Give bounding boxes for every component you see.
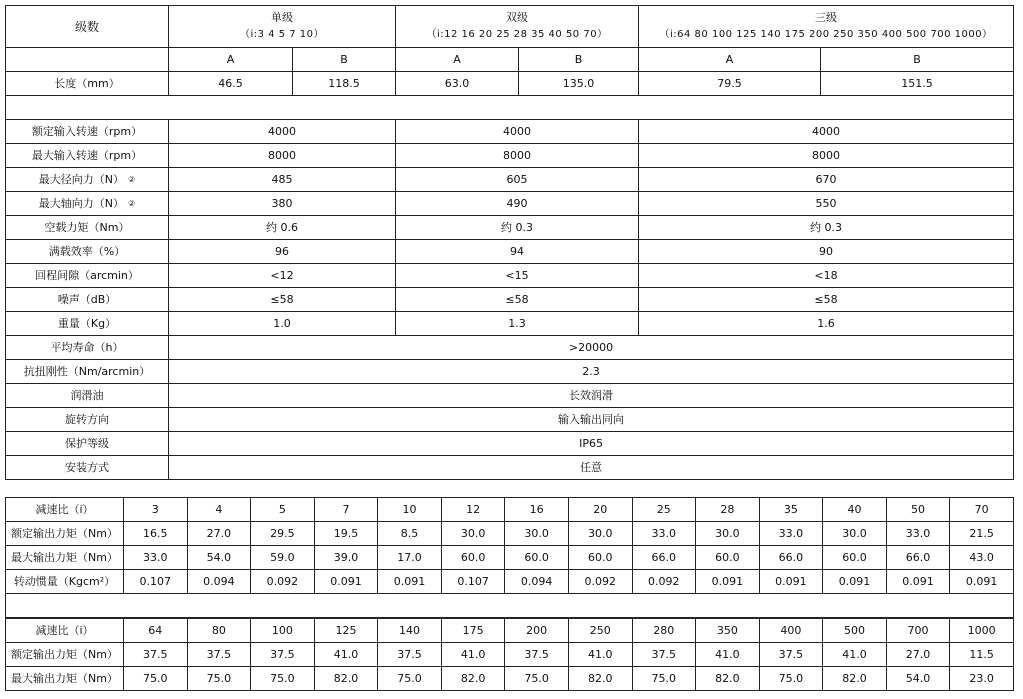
torque-value: 64: [124, 619, 188, 643]
spec-value: 550: [639, 192, 1014, 216]
spec-row: [6, 144, 1014, 168]
common-value: 任意: [169, 456, 1014, 480]
torque-value: 33.0: [886, 522, 950, 546]
torque-value: 19.5: [314, 522, 378, 546]
torque-value: 4: [187, 498, 251, 522]
spec-label-text: 回程间隙（arcmin）: [35, 268, 139, 282]
torque-value: 54.0: [187, 546, 251, 570]
spec-label: [6, 240, 169, 264]
torque-value: 350: [696, 619, 760, 643]
common-body: [6, 336, 1014, 480]
variant-blank: [6, 48, 169, 72]
torque-value: 43.0: [950, 546, 1014, 570]
spec-row: [6, 288, 1014, 312]
torque-row: [6, 570, 1014, 594]
common-value: 输入输出同向: [169, 408, 1014, 432]
common-value: >20000: [169, 336, 1014, 360]
spec-value: 1.3: [396, 312, 639, 336]
common-label: 安装方式: [6, 456, 169, 480]
common-label: 保护等级: [6, 432, 169, 456]
torque-value: 0.094: [187, 570, 251, 594]
torque-value: 37.5: [378, 643, 442, 667]
torque-value: 10: [378, 498, 442, 522]
spec-value: <12: [169, 264, 396, 288]
spec-label: [6, 192, 169, 216]
torque-value: 0.092: [568, 570, 632, 594]
torque-value: 82.0: [441, 667, 505, 691]
single-stage-header: [169, 6, 396, 48]
spec-value: 380: [169, 192, 396, 216]
torque-value: 12: [441, 498, 505, 522]
torque-value: 70: [950, 498, 1014, 522]
variant-b: B: [821, 48, 1014, 72]
torque-table-low-ratio: [5, 497, 1014, 618]
torque-value: 21.5: [950, 522, 1014, 546]
common-row: [6, 336, 1014, 360]
torque-value: 60.0: [505, 546, 569, 570]
torque-value: 400: [759, 619, 823, 643]
spec-row: [6, 216, 1014, 240]
torque-value: 66.0: [632, 546, 696, 570]
torque-value: 60.0: [823, 546, 887, 570]
torque-value: 75.0: [124, 667, 188, 691]
torque-row: [6, 643, 1014, 667]
torque-value: 33.0: [124, 546, 188, 570]
torque-value: 0.091: [314, 570, 378, 594]
torque-label: 减速比（i）: [6, 498, 124, 522]
torque-value: 28: [696, 498, 760, 522]
spec-value: 约 0.3: [396, 216, 639, 240]
torque-row: [6, 522, 1014, 546]
spec-label: [6, 264, 169, 288]
spec-label-text: 重量（Kg）: [57, 316, 117, 330]
torque-value: 0.091: [696, 570, 760, 594]
variant-a: A: [396, 48, 519, 72]
torque-value: 0.091: [950, 570, 1014, 594]
torque-value: 125: [314, 619, 378, 643]
spec-value: 4000: [169, 120, 396, 144]
torque-value: 60.0: [696, 546, 760, 570]
spec-row: [6, 120, 1014, 144]
torque-value: 280: [632, 619, 696, 643]
grade-label: 级数: [6, 6, 169, 48]
torque-value: 17.0: [378, 546, 442, 570]
spec-value: 485: [169, 168, 396, 192]
torque-value: 30.0: [505, 522, 569, 546]
torque-value: 60.0: [441, 546, 505, 570]
length-row: [6, 72, 1014, 96]
torque-value: 75.0: [187, 667, 251, 691]
common-row: [6, 456, 1014, 480]
spec-label: [6, 216, 169, 240]
torque-value: 41.0: [568, 643, 632, 667]
torque-value: 27.0: [187, 522, 251, 546]
variant-b: B: [293, 48, 396, 72]
common-row: [6, 360, 1014, 384]
header-row: [6, 6, 1014, 48]
spec-value: 8000: [396, 144, 639, 168]
spec-value: 605: [396, 168, 639, 192]
double-stage-header: [396, 6, 639, 48]
torque-value: 11.5: [950, 643, 1014, 667]
spec-value: 1.6: [639, 312, 1014, 336]
spec-label-text: 满载效率（%）: [48, 244, 126, 258]
triple-stage-ratios: （i:64 80 100 125 140 175 200 250 350 400 500 700 1000）: [659, 29, 993, 40]
torque-value: 20: [568, 498, 632, 522]
spacer-row: [6, 594, 1014, 618]
common-label: 平均寿命（h）: [6, 336, 169, 360]
torque-value: 29.5: [251, 522, 315, 546]
torque-row: [6, 546, 1014, 570]
spec-label-text: 最大径向力（N）: [38, 172, 125, 186]
torque-value: 0.092: [251, 570, 315, 594]
spec-table: [5, 5, 1014, 480]
length-value: 79.5: [639, 72, 821, 96]
torque-value: 59.0: [251, 546, 315, 570]
footnote-marker: ②: [128, 174, 136, 184]
torque-value: 37.5: [124, 643, 188, 667]
torque-value: 37.5: [759, 643, 823, 667]
spacer: [6, 96, 1014, 120]
torque-value: 30.0: [568, 522, 632, 546]
torque-row: [6, 667, 1014, 691]
spec-value: ≤58: [396, 288, 639, 312]
length-value: 118.5: [293, 72, 396, 96]
torque-value: 37.5: [251, 643, 315, 667]
specs-body: [6, 120, 1014, 336]
footnote-marker: ②: [128, 198, 136, 208]
torque-value: 75.0: [378, 667, 442, 691]
spec-label-text: 额定输入转速（rpm）: [31, 124, 143, 138]
torque-value: 250: [568, 619, 632, 643]
spec-label: [6, 120, 169, 144]
torque-label: 额定输出力矩（Nm）: [6, 522, 124, 546]
torque-value: 33.0: [632, 522, 696, 546]
torque-value: 5: [251, 498, 315, 522]
torque-value: 40: [823, 498, 887, 522]
common-label: 旋转方向: [6, 408, 169, 432]
spec-label-text: 最大输入转速（rpm）: [31, 148, 143, 162]
torque-value: 82.0: [696, 667, 760, 691]
torque-table-high-ratio: [5, 618, 1014, 691]
torque-value: 33.0: [759, 522, 823, 546]
spec-row: [6, 264, 1014, 288]
spec-label: [6, 168, 169, 192]
spec-value: 670: [639, 168, 1014, 192]
torque-value: 41.0: [696, 643, 760, 667]
torque-value: 0.107: [124, 570, 188, 594]
torque-value: 82.0: [314, 667, 378, 691]
common-row: [6, 408, 1014, 432]
double-stage-ratios: （i:12 16 20 25 28 35 40 50 70）: [426, 29, 608, 40]
single-stage-label: 单级: [271, 11, 293, 24]
torque-value: 60.0: [568, 546, 632, 570]
triple-stage-header: [639, 6, 1014, 48]
torque-value: 80: [187, 619, 251, 643]
torque-value: 50: [886, 498, 950, 522]
spec-value: 90: [639, 240, 1014, 264]
torque-value: 16: [505, 498, 569, 522]
single-stage-ratios: （i:3 4 5 7 10）: [239, 29, 325, 40]
torque-value: 0.107: [441, 570, 505, 594]
torque-value: 0.092: [632, 570, 696, 594]
spacer: [6, 594, 1014, 618]
torque-value: 0.091: [823, 570, 887, 594]
common-row: [6, 432, 1014, 456]
length-value: 63.0: [396, 72, 519, 96]
torque-value: 500: [823, 619, 887, 643]
torque-value: 66.0: [759, 546, 823, 570]
torque-value: 37.5: [632, 643, 696, 667]
spec-label-text: 噪声（dB）: [57, 292, 117, 306]
double-stage-label: 双级: [506, 11, 529, 24]
spec-value: 4000: [639, 120, 1014, 144]
torque-value: 30.0: [696, 522, 760, 546]
common-value: 长效润滑: [169, 384, 1014, 408]
torque-value: 700: [886, 619, 950, 643]
torque-label: 最大输出力矩（Nm）: [6, 667, 124, 691]
torque-value: 75.0: [505, 667, 569, 691]
torque-value: 75.0: [759, 667, 823, 691]
torque-value: 30.0: [441, 522, 505, 546]
torque-label: 转动惯量（Kgcm²）: [6, 570, 124, 594]
variant-a: A: [169, 48, 293, 72]
spacer-row: [6, 96, 1014, 120]
torque-value: 39.0: [314, 546, 378, 570]
spec-value: 约 0.3: [639, 216, 1014, 240]
torque-row: [6, 498, 1014, 522]
torque-value: 0.091: [886, 570, 950, 594]
variant-b: B: [519, 48, 639, 72]
torque-value: 7: [314, 498, 378, 522]
spec-value: 1.0: [169, 312, 396, 336]
common-label: 润滑油: [6, 384, 169, 408]
spec-label-text: 最大轴向力（N）: [38, 196, 125, 210]
torque-value: 37.5: [187, 643, 251, 667]
torque-value: 140: [378, 619, 442, 643]
torque-value: 0.094: [505, 570, 569, 594]
torque-value: 0.091: [759, 570, 823, 594]
variant-row: [6, 48, 1014, 72]
spec-value: ≤58: [169, 288, 396, 312]
torque-value: 75.0: [251, 667, 315, 691]
torque-value: 23.0: [950, 667, 1014, 691]
length-value: 46.5: [169, 72, 293, 96]
triple-stage-label: 三级: [815, 11, 838, 24]
spec-value: <18: [639, 264, 1014, 288]
torque-value: 16.5: [124, 522, 188, 546]
spec-row: [6, 240, 1014, 264]
torque-value: 54.0: [886, 667, 950, 691]
length-value: 135.0: [519, 72, 639, 96]
common-value: IP65: [169, 432, 1014, 456]
spec-value: <15: [396, 264, 639, 288]
torque-value: 41.0: [441, 643, 505, 667]
torque-value: 27.0: [886, 643, 950, 667]
torque-value: 25: [632, 498, 696, 522]
length-label: 长度（mm）: [6, 72, 169, 96]
torque-value: 82.0: [568, 667, 632, 691]
torque-value: 3: [124, 498, 188, 522]
spec-row: [6, 312, 1014, 336]
torque-value: 0.091: [378, 570, 442, 594]
spec-value: 4000: [396, 120, 639, 144]
torque-value: 200: [505, 619, 569, 643]
spec-row: [6, 168, 1014, 192]
torque-value: 41.0: [823, 643, 887, 667]
torque-value: 37.5: [505, 643, 569, 667]
torque-value: 175: [441, 619, 505, 643]
spec-label-text: 空载力矩（Nm）: [44, 220, 130, 234]
torque-value: 35: [759, 498, 823, 522]
spec-label: [6, 312, 169, 336]
spec-value: 96: [169, 240, 396, 264]
torque-value: 75.0: [632, 667, 696, 691]
spec-value: 约 0.6: [169, 216, 396, 240]
torque-value: 41.0: [314, 643, 378, 667]
torque-value: 100: [251, 619, 315, 643]
length-value: 151.5: [821, 72, 1014, 96]
torque-label: 最大输出力矩（Nm）: [6, 546, 124, 570]
spec-value: 490: [396, 192, 639, 216]
torque-value: 8.5: [378, 522, 442, 546]
spec-value: ≤58: [639, 288, 1014, 312]
spec-value: 8000: [169, 144, 396, 168]
common-label: 抗扭刚性（Nm/arcmin）: [6, 360, 169, 384]
variant-a: A: [639, 48, 821, 72]
torque-row: [6, 619, 1014, 643]
common-value: 2.3: [169, 360, 1014, 384]
torque-value: 1000: [950, 619, 1014, 643]
spec-value: 8000: [639, 144, 1014, 168]
torque-value: 82.0: [823, 667, 887, 691]
torque-value: 66.0: [886, 546, 950, 570]
spec-row: [6, 192, 1014, 216]
common-row: [6, 384, 1014, 408]
torque-value: 30.0: [823, 522, 887, 546]
torque-label: 减速比（i）: [6, 619, 124, 643]
torque-label: 额定输出力矩（Nm）: [6, 643, 124, 667]
spec-value: 94: [396, 240, 639, 264]
spec-label: [6, 288, 169, 312]
spec-label: [6, 144, 169, 168]
